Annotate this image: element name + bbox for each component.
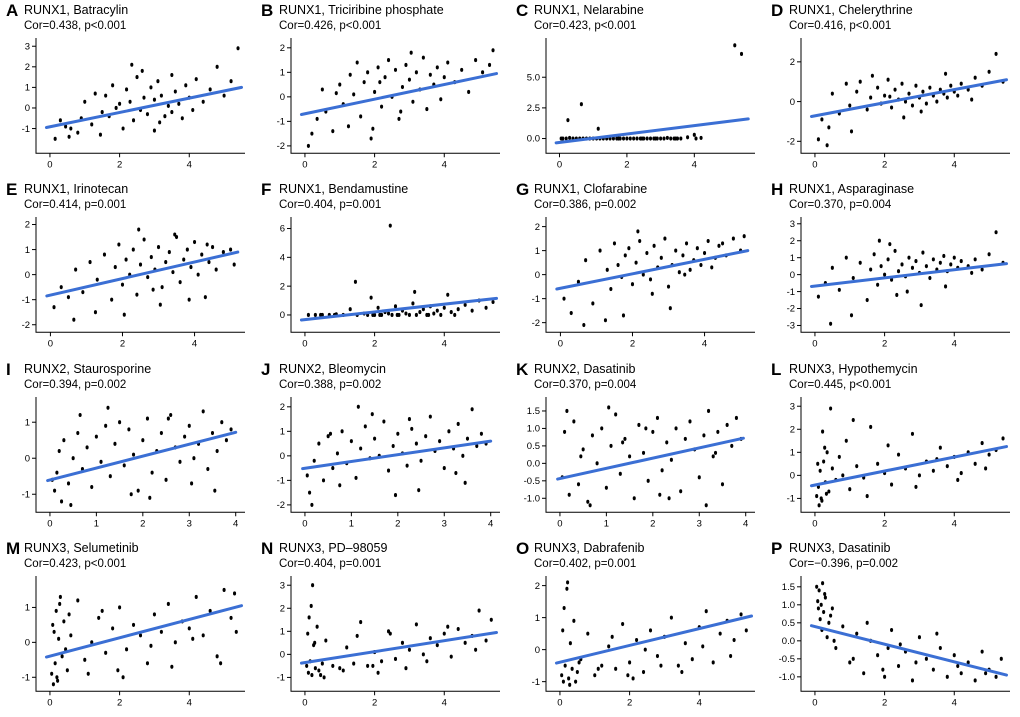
panel-correlation-stat: Cor=0.426, p<0.001 [279,20,382,32]
svg-text:2: 2 [279,401,285,413]
panel-letter: C [516,1,529,20]
svg-text:0: 0 [789,470,795,482]
svg-text:0: 0 [812,517,818,529]
panel-letter: A [6,1,19,20]
svg-text:3: 3 [696,517,702,529]
svg-text:1: 1 [279,626,285,638]
svg-text:3: 3 [279,580,285,592]
svg-text:4: 4 [191,338,198,350]
panel-title: RUNX1, Irinotecan [24,182,129,197]
scatter-plot-area [276,397,500,529]
svg-text:0: 0 [24,637,30,649]
panel-correlation-stat: Cor=0.370, p=0.004 [789,199,892,212]
svg-text:2: 2 [24,219,30,231]
panel-title: RUNX3, Dabrafenib [534,540,645,555]
svg-text:0.0: 0.0 [781,635,795,647]
svg-text:3: 3 [789,219,795,231]
svg-text:-1: -1 [786,493,795,505]
svg-text:2: 2 [789,423,795,435]
scatter-plot-area [21,576,245,709]
chart-panel-l [765,359,1020,538]
svg-text:3: 3 [186,517,192,529]
chart-panel-m [0,538,255,717]
svg-text:1: 1 [279,426,285,438]
panel-title: RUNX1, Asparaginase [789,182,915,197]
svg-text:2: 2 [116,159,123,171]
svg-text:1: 1 [534,246,540,258]
svg-text:-1: -1 [21,488,30,500]
svg-text:2: 2 [534,580,540,592]
panel-letter: J [261,359,271,379]
panel-letter: B [261,1,274,20]
svg-text:0: 0 [789,270,795,282]
panel-title: RUNX1, Nelarabine [534,3,644,17]
svg-text:4: 4 [743,517,749,529]
svg-text:0: 0 [812,697,818,709]
svg-text:1: 1 [348,517,355,529]
svg-text:-1: -1 [531,676,540,688]
svg-text:-1: -1 [786,287,795,299]
svg-text:1.5: 1.5 [781,581,795,593]
svg-text:1.0: 1.0 [781,599,795,611]
svg-text:4: 4 [696,697,702,709]
panel-letter: F [261,180,272,200]
svg-text:0: 0 [557,697,563,709]
svg-text:-1: -1 [276,475,285,487]
panel-letter: E [6,180,18,200]
svg-text:-2: -2 [786,136,795,148]
svg-text:4: 4 [701,338,708,350]
panel-title: RUNX1, Clofarabine [534,182,648,197]
svg-text:-2: -2 [276,499,285,511]
scatter-plot-area [526,38,755,171]
panel-letter: I [6,359,11,379]
panel-title: RUNX3, Hypothemycin [789,361,918,376]
svg-text:0: 0 [812,159,818,171]
svg-text:2: 2 [881,338,888,350]
svg-text:3: 3 [789,400,795,412]
panel-title: RUNX2, Dasatinib [534,361,636,376]
svg-text:0: 0 [302,697,308,709]
panel-correlation-stat: Cor=0.394, p=0.002 [24,378,127,391]
panel-title: RUNX2, Staurosporine [24,361,152,376]
svg-text:0: 0 [302,338,308,350]
svg-text:4: 4 [441,697,447,709]
svg-text:0: 0 [557,338,564,350]
scatter-plot-area [276,576,500,709]
svg-text:0.0: 0.0 [526,133,540,145]
svg-text:2: 2 [629,338,636,350]
svg-text:2: 2 [371,697,378,709]
svg-text:0: 0 [47,338,54,350]
svg-text:0: 0 [47,159,53,171]
panel-title: RUNX1, Bendamustine [279,182,409,197]
svg-text:-1: -1 [21,672,30,684]
panel-correlation-stat: Cor=0.404, p=0.001 [279,199,382,212]
svg-text:0.5: 0.5 [781,617,795,629]
svg-text:1: 1 [789,253,795,265]
scatter-plot-area [531,217,755,350]
svg-text:1: 1 [534,612,540,624]
panel-letter: D [771,1,784,20]
scatter-plot-area [21,397,245,529]
svg-text:4: 4 [951,338,957,350]
chart-panel-f [255,179,510,358]
svg-text:-0.5: -0.5 [523,475,540,487]
panel-letter: M [6,538,21,558]
scatter-plot-area [786,397,1010,529]
panel-title: RUNX3, PD‒98059 [279,540,388,555]
svg-text:0.0: 0.0 [526,458,540,470]
panel-correlation-stat: Cor=0.416, p<0.001 [789,20,892,32]
svg-text:4: 4 [951,517,957,529]
scatter-plot-area [786,217,1010,350]
svg-text:0: 0 [279,450,285,462]
svg-text:-1: -1 [21,123,30,135]
chart-panel-n [255,538,510,717]
svg-text:0: 0 [24,103,30,115]
svg-text:-2: -2 [786,303,795,315]
panel-title: RUNX1, Batracylin [24,3,129,17]
svg-text:0: 0 [24,270,30,282]
svg-text:2: 2 [371,159,378,171]
chart-panel-h [765,179,1020,358]
svg-text:4: 4 [441,159,447,171]
svg-text:1: 1 [24,416,30,428]
panel-title: RUNX1, Chelerythrine [789,3,913,17]
scatter-plot-area [531,576,755,709]
svg-text:2: 2 [279,281,285,293]
svg-text:2: 2 [24,62,30,74]
panel-correlation-stat: Cor=0.438, p<0.001 [24,20,127,32]
svg-text:-1.0: -1.0 [778,671,795,683]
svg-text:2: 2 [881,697,888,709]
svg-text:0: 0 [279,92,285,104]
scatter-plot-area [786,38,1010,171]
svg-text:2: 2 [650,517,656,529]
svg-text:3: 3 [441,517,447,529]
chart-panel-b [255,0,510,179]
svg-text:2: 2 [789,57,795,69]
panel-letter: G [516,180,530,200]
panel-correlation-stat: Cor=0.402, p=0.001 [534,557,637,570]
svg-text:-2: -2 [276,141,285,153]
svg-text:0: 0 [279,310,285,322]
panel-letter: O [516,538,530,558]
svg-text:4: 4 [951,159,957,171]
panel-letter: K [516,359,529,379]
svg-text:4: 4 [186,697,192,709]
svg-text:0: 0 [302,159,308,171]
scatter-plot-area [778,576,1010,709]
svg-text:1: 1 [24,82,30,94]
svg-text:2: 2 [881,159,888,171]
chart-panel-d [765,0,1020,179]
svg-text:0: 0 [47,697,53,709]
chart-panel-g [510,179,765,358]
svg-text:4: 4 [186,159,192,171]
svg-text:3: 3 [24,41,30,53]
svg-text:2: 2 [371,338,378,350]
panel-correlation-stat: Cor=0.386, p=0.002 [534,199,637,212]
svg-text:2: 2 [119,338,126,350]
svg-text:4: 4 [233,517,239,529]
svg-text:4: 4 [488,517,494,529]
chart-panel-j [255,359,510,538]
chart-panel-k [510,359,765,538]
svg-text:-2: -2 [21,320,30,332]
panel-correlation-stat: Cor=−0.396, p=0.002 [789,557,899,570]
svg-text:2: 2 [789,236,795,248]
panel-letter: H [771,180,784,200]
svg-text:0: 0 [47,517,53,529]
panel-title: RUNX2, Bleomycin [279,361,386,376]
chart-panel-c [510,0,765,179]
svg-text:1: 1 [603,517,610,529]
panel-correlation-stat: Cor=0.445, p<0.001 [789,378,892,391]
svg-text:-1: -1 [276,672,285,684]
svg-text:1: 1 [24,602,30,614]
panel-correlation-stat: Cor=0.388, p=0.002 [279,378,382,391]
svg-text:-1: -1 [21,295,30,307]
svg-text:2: 2 [116,697,123,709]
svg-text:0: 0 [302,517,308,529]
panel-title: RUNX3, Selumetinib [24,540,139,555]
svg-text:1: 1 [789,447,795,459]
svg-text:4: 4 [441,338,447,350]
svg-text:1: 1 [24,245,30,257]
svg-text:0: 0 [789,96,795,108]
svg-text:0: 0 [534,270,540,282]
svg-text:0: 0 [812,338,818,350]
panel-letter: L [771,359,782,379]
svg-text:2: 2 [279,603,285,615]
panel-title: RUNX1, Triciribine phosphate [279,3,444,17]
scatter-plot-area [21,217,245,350]
panel-title: RUNX3, Dasatinib [789,540,891,555]
panel-letter: N [261,538,274,558]
svg-text:5.0: 5.0 [526,72,540,84]
chart-panel-a [0,0,255,179]
svg-text:-2: -2 [531,318,540,330]
scatter-plot-area [523,397,755,529]
svg-text:1.0: 1.0 [526,423,540,435]
panel-letter: P [771,538,783,558]
panel-correlation-stat: Cor=0.370, p=0.004 [534,378,637,391]
svg-text:1.5: 1.5 [526,405,540,417]
svg-text:2.5: 2.5 [526,103,540,115]
svg-text:2: 2 [624,159,630,171]
chart-panel-o [510,538,765,717]
scatter-plot-area [279,217,500,350]
svg-text:0: 0 [24,452,30,464]
scatter-plot-area [21,38,245,171]
svg-text:2: 2 [626,697,633,709]
svg-text:-0.5: -0.5 [778,653,795,665]
svg-text:6: 6 [279,223,285,235]
svg-text:4: 4 [951,697,957,709]
svg-text:4: 4 [691,159,697,171]
chart-panel-i [0,359,255,538]
svg-text:1: 1 [279,67,285,79]
svg-text:2: 2 [534,222,540,234]
panel-correlation-stat: Cor=0.423, p<0.001 [534,20,637,32]
svg-text:2: 2 [140,517,146,529]
svg-text:-1.0: -1.0 [523,492,540,504]
scatter-plot-area [276,38,500,171]
panel-correlation-stat: Cor=0.404, p=0.001 [279,557,382,570]
svg-text:2: 2 [395,517,401,529]
svg-text:0: 0 [279,649,285,661]
svg-text:0: 0 [556,159,563,171]
panel-correlation-stat: Cor=0.423, p<0.001 [24,557,127,570]
svg-text:-1: -1 [531,294,540,306]
svg-text:1: 1 [93,517,100,529]
chart-panel-e [0,179,255,358]
svg-text:0.5: 0.5 [526,440,540,452]
svg-text:0: 0 [557,517,563,529]
chart-panel-p [765,538,1020,717]
svg-text:-3: -3 [786,320,795,332]
svg-text:2: 2 [279,43,285,55]
svg-text:2: 2 [881,517,888,529]
svg-text:0: 0 [534,644,540,656]
svg-text:4: 4 [279,252,285,264]
panel-correlation-stat: Cor=0.414, p=0.001 [24,199,127,212]
svg-text:-1: -1 [276,116,285,128]
